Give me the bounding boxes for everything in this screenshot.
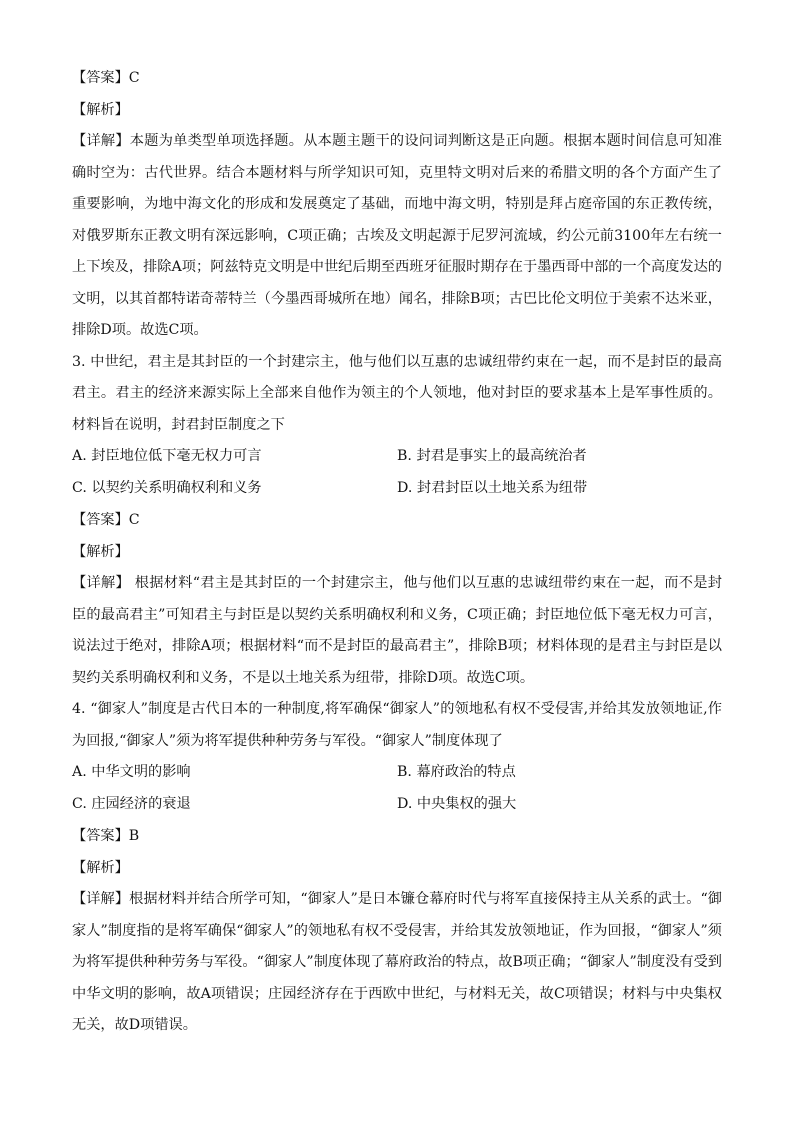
analysis-text-q4: 【详解】根据材料并结合所学可知，“御家人”是日本镰仓幕府时代与将军直接保持主从关系的武士。“御家人”制度指的是将军确保“御家人”的领地私有权不受侵害，并给其发放领地证，作为回报，“御家人”须为将军提供种种劳务与军役。“御家人”制度体现了幕府政治的特点，故B项正确；“御家人”制度没有受到中华文明的影响，故A项错误；庄园经济存在于西欧中世纪，与材料无关，故C项错误；材料与中央集权无关，故D项错误。: [72, 891, 722, 1033]
option-a: A. 中华文明的影响: [72, 764, 191, 780]
analysis-text-q3: 【详解】 根据材料“君主是其封臣的一个封建宗主，他与他们以互惠的忠诚纽带约束在一起，而不是封臣的最高君主”可知君主与封臣是以契约关系明确权利和义务，C项正确；封臣地位低下毫无权力可言，说法过于绝对，排除A项；根据材料“而不是封臣的最高君主”，排除B项；材料体现的是君主与封臣是以契约关系明确权利和义务，不是以土地关系为纽带，排除D项。故选C项。: [72, 575, 722, 686]
question-3-options: [72, 441, 722, 504]
question-4-options: [72, 757, 722, 820]
analysis-label-q4: 【解析】: [72, 860, 129, 876]
analysis-label-q2: 【解析】: [72, 102, 129, 118]
option-d: D. 封君封臣以土地关系为纽带: [397, 479, 588, 496]
analysis-label-q3: 【解析】: [72, 544, 129, 560]
option-b: B. 幕府政治的特点: [397, 764, 516, 780]
answer-q2: 【答案】C: [72, 70, 140, 86]
document-page: [72, 62, 722, 1042]
question-3-stem: 3. 中世纪，君主是其封臣的一个封建宗主，他与他们以互惠的忠诚纽带约束在一起，而不是封臣的最高君主。君主的经济来源实际上全部来自他作为领主的个人领地，他对封臣的要求基本上是军事性质的。材料旨在说明，封君封臣制度之下: [72, 353, 722, 433]
question-4-stem: 4. “御家人”制度是古代日本的一种制度,将军确保“御家人”的领地私有权不受侵害,并给其发放领地证,作为回报,“御家人”须为将军提供种种劳务与军役。“御家人”制度体现了: [72, 701, 722, 749]
answer-q4: 【答案】B: [72, 828, 140, 844]
option-c: C. 以契约关系明确权利和义务: [72, 479, 262, 496]
option-d: D. 中央集权的强大: [397, 795, 517, 812]
option-c: C. 庄园经济的衰退: [72, 795, 191, 812]
option-b: B. 封君是事实上的最高统治者: [397, 448, 587, 464]
answer-q3: 【答案】C: [72, 512, 140, 528]
analysis-text-q2: 【详解】本题为单类型单项选择题。从本题主题干的设问词判断这是正向题。根据本题时间信息可知准确时空为：古代世界。结合本题材料与所学知识可知，克里特文明对后来的希腊文明的各个方面产生了重要影响，为地中海文化的形成和发展奠定了基础，而地中海文明，特别是拜占庭帝国的东正教传统，对俄罗斯东正教文明有深远影响，C项正确；古埃及文明起源于尼罗河流域，约公元前3100年左右统一上下埃及，排除A项；阿兹特克文明是中世纪后期至西班牙征服时期存在于墨西哥中部的一个高度发达的文明，以其首都特诺奇蒂特兰（今墨西哥城所在地）闻名，排除B项；古巴比伦文明位于美索不达米亚，排除D项。故选C项。: [72, 133, 722, 338]
option-a: A. 封臣地位低下毫无权力可言: [72, 448, 262, 464]
